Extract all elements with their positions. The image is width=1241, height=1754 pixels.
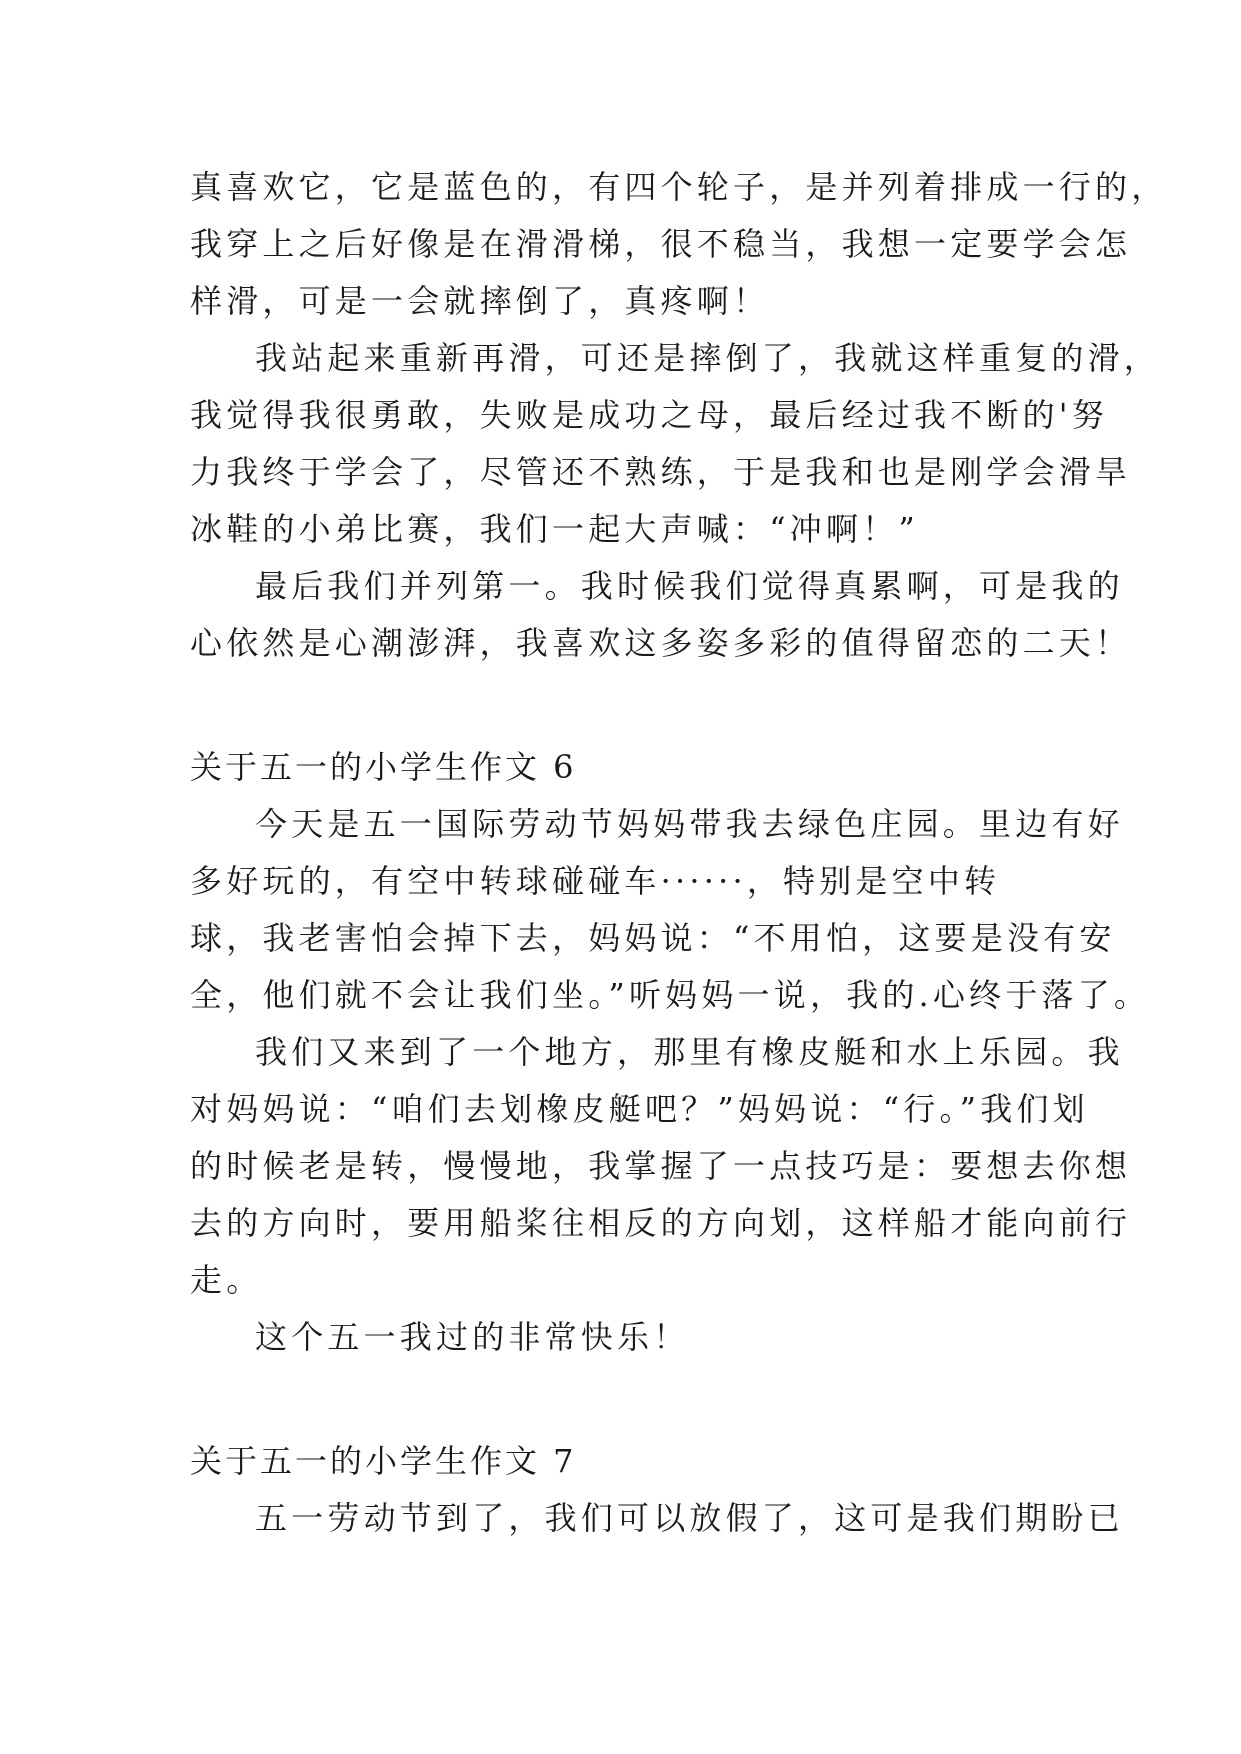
paragraph-line: 全，他们就不会让我们坐。”听妈妈一说，我的.心终于落了。 [190,976,1151,1014]
paragraph-line: 我们又来到了一个地方，那里有橡皮艇和水上乐园。我 [255,1033,1124,1071]
paragraph-line: 真喜欢它，它是蓝色的，有四个轮子，是并列着排成一行的， [190,168,1168,206]
paragraph-line: 冰鞋的小弟比赛，我们一起大声喊：“冲啊！” [190,510,919,548]
paragraph-line: 最后我们并列第一。我时候我们觉得真累啊，可是我的 [255,567,1124,605]
section-title: 关于五一的小学生作文 6 [190,748,577,786]
paragraph-line: 五一劳动节到了，我们可以放假了，这可是我们期盼已 [255,1499,1124,1537]
paragraph-line: 对妈妈说：“咱们去划橡皮艇吧？”妈妈说：“行。”我们划 [190,1090,1089,1128]
paragraph-line: 去的方向时，要用船桨往相反的方向划，这样船才能向前行 [190,1204,1132,1242]
paragraph-line: 我觉得我很勇敢，失败是成功之母，最后经过我不断的'努 [190,396,1108,434]
paragraph-line: 今天是五一国际劳动节妈妈带我去绿色庄园。里边有好 [255,805,1124,843]
paragraph-line: 样滑，可是一会就摔倒了，真疼啊！ [190,282,770,320]
paragraph-line: 多好玩的，有空中转球碰碰车······，特别是空中转 [190,862,1001,900]
section-title: 关于五一的小学生作文 7 [190,1442,577,1480]
paragraph-line: 球，我老害怕会掉下去，妈妈说：“不用怕，这要是没有安 [190,919,1116,957]
paragraph-line: 力我终于学会了，尽管还不熟练，于是我和也是刚学会滑旱 [190,453,1132,491]
paragraph-line: 的时候老是转，慢慢地，我掌握了一点技巧是：要想去你想 [190,1147,1132,1185]
paragraph-line: 我站起来重新再滑，可还是摔倒了，我就这样重复的滑， [255,339,1161,377]
paragraph-line: 走。 [190,1261,263,1299]
paragraph-line: 心依然是心潮澎湃，我喜欢这多姿多彩的值得留恋的二天！ [190,624,1132,662]
paragraph-line: 这个五一我过的非常快乐！ [255,1318,690,1356]
paragraph-line: 我穿上之后好像是在滑滑梯，很不稳当，我想一定要学会怎 [190,225,1132,263]
